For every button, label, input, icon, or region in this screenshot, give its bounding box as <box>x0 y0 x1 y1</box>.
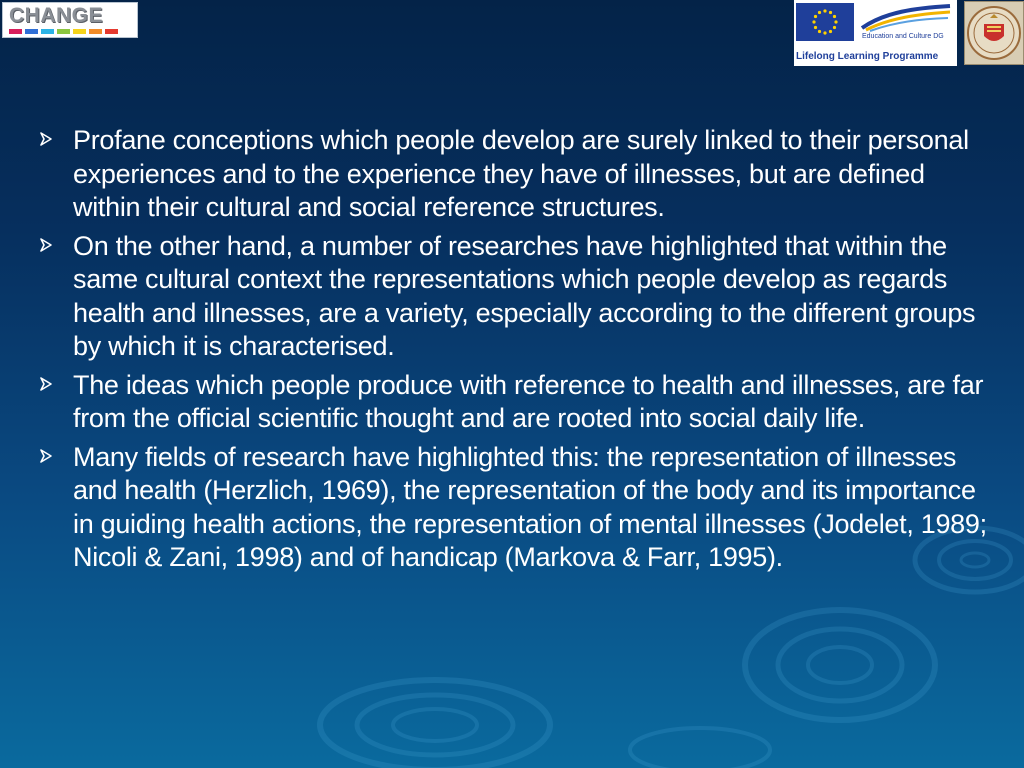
bullet-text: The ideas which people produce with reference to health and illnesses, are far from the official scientific thought and are rooted into social daily life. <box>73 369 984 433</box>
change-logo-color-bars <box>9 29 118 34</box>
bullet-item <box>36 369 996 436</box>
change-logo <box>2 2 138 38</box>
llp-dg-label: Education and Culture DG <box>862 33 944 40</box>
arrow-bullet-icon <box>38 448 54 464</box>
change-logo-text: CHANGE <box>9 4 104 27</box>
llp-programme-label: Lifelong Learning Programme <box>796 51 939 62</box>
bullet-item <box>36 441 996 575</box>
bullet-text: Profane conceptions which people develop are surely linked to their personal experiences and to the experience they have of illnesses, but are defined within their cultural and social reference structures. <box>73 125 969 222</box>
arrow-bullet-icon <box>38 237 54 253</box>
arrow-bullet-icon <box>38 131 54 147</box>
eu-flag-icon <box>796 3 854 41</box>
arrow-bullet-icon <box>38 376 54 392</box>
llp-swoosh-icon <box>860 2 952 32</box>
bullet-list <box>36 124 996 580</box>
university-seal-logo <box>964 1 1024 65</box>
bullet-item <box>36 124 996 225</box>
bullet-text: On the other hand, a number of researches have highlighted that within the same cultural context the representations which people develop as regards health and illnesses, are a variety, especially according to the different groups by which it is characterised. <box>73 230 976 361</box>
bullet-item <box>36 230 996 364</box>
bullet-text: Many fields of research have highlighted this: the representation of illnesses and health (Herzlich, 1969), the representation of the body and its importance in guiding health actions, the representation of mental illnesses (Jodelet, 1989; Nicoli & Zani, 1998) and of handicap (Markova & Farr, 1995). <box>73 441 987 572</box>
lifelong-learning-logo <box>794 0 957 66</box>
